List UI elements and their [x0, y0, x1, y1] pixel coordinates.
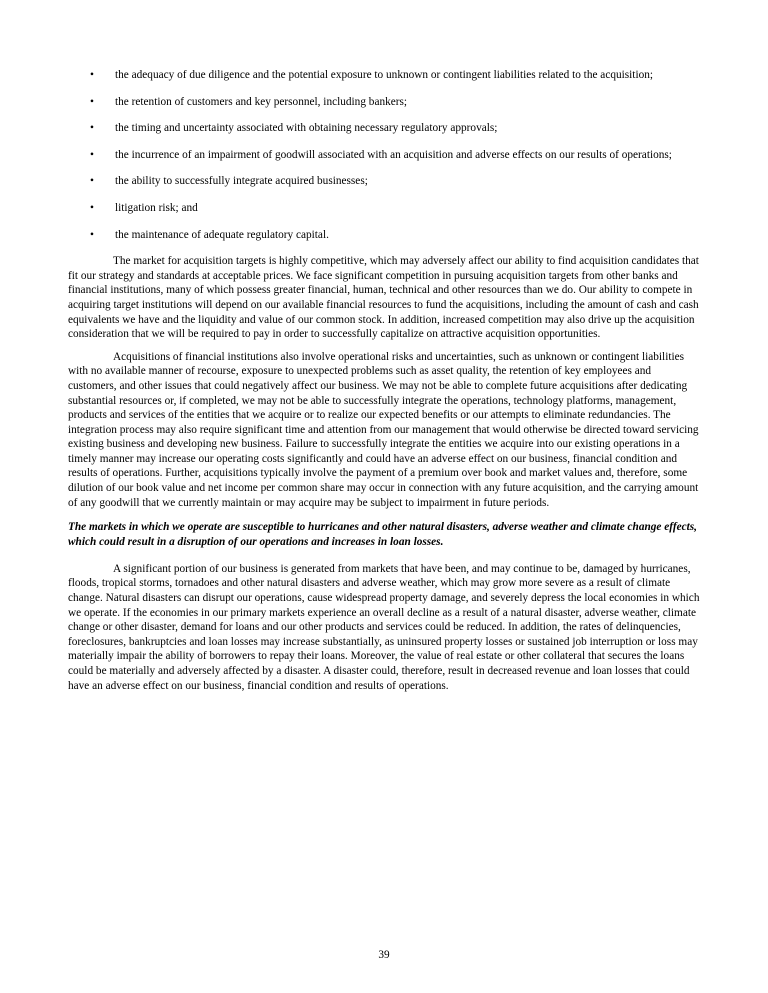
bullet-item-regulatory-approvals	[68, 121, 700, 136]
bullet-text: the ability to successfully integrate acquired businesses;	[115, 175, 368, 188]
bullet-text: the incurrence of an impairment of goodwill associated with an acquisition and adverse effects on our results of operations;	[115, 148, 672, 161]
bullet-item-retention	[68, 95, 700, 110]
risk-factors-bullet-list	[68, 68, 700, 242]
paragraph-acquisition-risks: Acquisitions of financial institutions also involve operational risks and uncertainties, such as unknown or contingent liabilities with no available manner of recourse, exposure to unexpected problems such as asset quality, the retention of key employees and customers, and other issues that could negatively affect our business. We may not be able to complete future acquisitions after dedicating substantial resources or, if completed, we may not be able to successfully integrate the operations, technology platforms, management, products and services of the entities that we acquire or to realize our expected benefits or our attempts to eliminate redundancies. The integration process may also require significant time and attention from our management that would otherwise be directed toward servicing existing business and developing new business. Failure to successfully integrate the entities we acquire into our existing operations in a timely manner may increase our operating costs significantly and could have an adverse effect on our business, financial condition and results of operations. Further, acquisitions typically involve the payment of a premium over book and market values and, therefore, some dilution of our book value and net income per common share may occur in connection with any future acquisition, and the carrying amount of any goodwill that we currently maintain or may acquire may be subject to impairment in future periods.	[68, 350, 699, 509]
bullet-icon: •	[90, 122, 94, 135]
bullet-icon: •	[90, 69, 94, 81]
bullet-icon: •	[90, 95, 94, 108]
bullet-icon: •	[90, 148, 94, 161]
bullet-text: the maintenance of adequate regulatory capital.	[115, 228, 329, 241]
bullet-text: the retention of customers and key personnel, including bankers;	[115, 95, 408, 108]
bullet-text: litigation risk; and	[115, 201, 198, 214]
page-number: 39	[378, 949, 390, 961]
bullet-item-integration-ability	[68, 174, 700, 189]
paragraph-disaster-impact: A significant portion of our business is generated from markets that have been, and may continue to be, damaged by hurricanes, floods, tropical storms, tornadoes and other natural disasters and adverse weather, which may grow more severe as a result of climate change. Natural disasters can disrupt our operations, cause widespread property damage, and severely depress the local economies in which we operate. If the economies in our primary markets experience an overall decline as a result of a natural disaster, adverse weather, climate change or other disaster, demand for loans and our other products and services could be reduced. In addition, the rates of delinquencies, foreclosures, bankruptcies and loan losses may increase substantially, as uninsured property losses or sustained job interruption or loss may materially impair the ability of borrowers to repay their loans. Moreover, the value of real estate or other collateral that secures the loans could be materially and adversely affected by a disaster. A disaster could, therefore, result in decreased revenue and loan losses that could have an adverse effect on our business, financial condition and results of operations.	[68, 562, 700, 692]
bullet-text: the adequacy of due diligence and the potential exposure to unknown or contingent liabilities related to the acquisition;	[115, 69, 654, 81]
bullet-item-due-diligence	[68, 68, 700, 83]
bullet-item-regulatory-capital	[68, 228, 700, 243]
bullet-icon: •	[90, 228, 94, 241]
bullet-item-goodwill-impairment	[68, 148, 700, 163]
bullet-item-litigation-risk	[68, 201, 700, 216]
paragraph-acquisition-market: The market for acquisition targets is highly competitive, which may adversely affect our ability to find acquisition candidates that fit our strategy and standards at acceptable prices. We face significant competition in pursuing acquisition targets from other banks and financial institutions, many of which possess greater financial, human, technical and other resources than we do. Our ability to compete in acquiring target institutions will depend on our available financial resources to fund the acquisitions, including the amount of cash and cash equivalents we have and the liquidity and value of our common stock. In addition, increased competition may also drive up the acquisition consideration that we will be required to pay in order to successfully capitalize on attractive acquisition opportunities.	[68, 255, 699, 341]
risk-factor-heading-natural-disasters: The markets in which we operate are susceptible to hurricanes and other natural disasters, adverse weather and climate change effects, which could result in a disruption of our operations and increases in loan losses.	[68, 521, 697, 549]
bullet-icon: •	[90, 201, 94, 214]
bullet-icon: •	[90, 175, 94, 188]
bullet-text: the timing and uncertainty associated with obtaining necessary regulatory approvals;	[115, 122, 498, 135]
